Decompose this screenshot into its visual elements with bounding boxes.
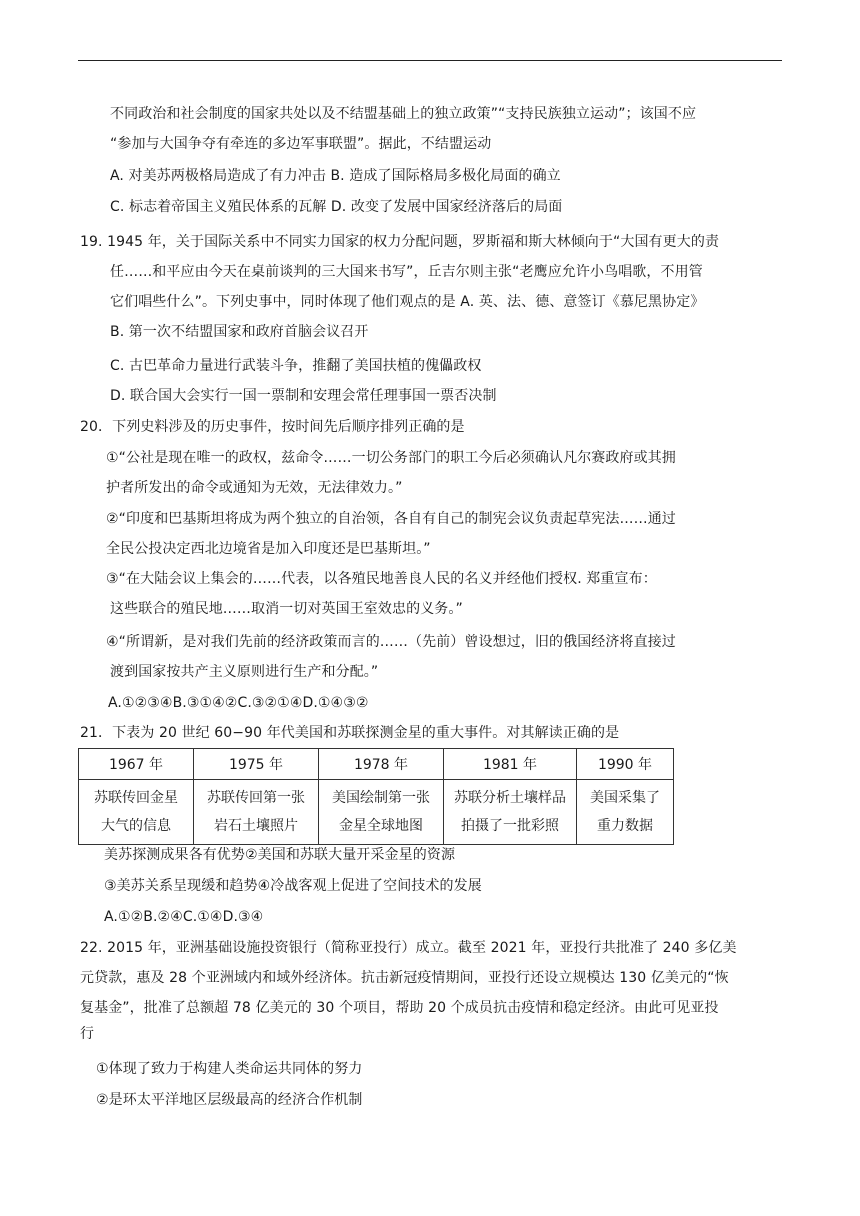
header-rule (78, 60, 782, 61)
table-cell-year: 1981 年 (444, 749, 577, 780)
table-cell-year: 1967 年 (79, 749, 194, 780)
table-cell-event (194, 780, 319, 845)
table-cell-event (577, 780, 674, 845)
q18-options-cd: C. 标志着帝国主义殖民体系的瓦解 D. 改变了发展中国家经济落后的局面 (110, 199, 563, 215)
q22-stem-line-2: 元贷款，惠及 28 个亚洲域内和域外经济体。抗击新冠疫情期间，亚投行还设立规模达 130 亿美元的“恢 (80, 970, 729, 986)
q20-material-4-line-2: 渡到国家按共产主义原则进行生产和分配。” (110, 664, 379, 680)
event-line-1: 苏联传回金星 (94, 790, 178, 806)
q19-option-b: B. 第一次不结盟国家和政府首脑会议召开 (110, 324, 369, 340)
table-cell-event (319, 780, 444, 845)
q22-statement-2: ②是环太平洋地区层级最高的经济合作机制 (96, 1092, 363, 1108)
q20-material-2-line-1: ②“印度和巴基斯坦将成为两个独立的自治领，各自有自己的制宪会议负责起草宪法……通过 (106, 511, 676, 527)
q21-options: A.①②B.②④C.①④D.③④ (104, 909, 264, 925)
event-line-2: 拍摄了一批彩照 (461, 818, 559, 834)
event-line-1: 美国采集了 (590, 790, 660, 806)
q22-statement-1: ①体现了致力于构建人类命运共同体的努力 (96, 1061, 363, 1077)
q19-stem-line-1: 19. 1945 年，关于国际关系中不同实力国家的权力分配问题，罗斯福和斯大林倾向于“大国有更大的责 (80, 234, 720, 250)
event-line-1: 美国绘制第一张 (332, 790, 430, 806)
q22-stem-line-4: 行 (80, 1026, 95, 1042)
venus-exploration-table (78, 748, 674, 845)
q21-statement-line-2: ③美苏关系呈现缓和趋势④冷战客观上促进了空间技术的发展 (104, 878, 482, 894)
q20-material-1-line-2: 护者所发出的命令或通知为无效，无法律效力。” (106, 480, 403, 496)
table-cell-year: 1990 年 (577, 749, 674, 780)
table-cell-year: 1978 年 (319, 749, 444, 780)
q20-material-1-line-1: ①“公社是现在唯一的政权，兹命令……一切公务部门的职工今后必须确认凡尔赛政府或其拥 (106, 450, 676, 466)
event-line-2: 金星全球地图 (339, 818, 423, 834)
q20-material-4-line-1: ④“所谓新，是对我们先前的经济政策而言的……（先前）曾设想过，旧的俄国经济将直接过 (106, 634, 676, 650)
q20-stem: 20．下列史料涉及的历史事件，按时间先后顺序排列正确的是 (80, 419, 465, 435)
table-row (79, 780, 674, 845)
q22-stem-line-3: 复基金”，批准了总额超 78 亿美元的 30 个项目，帮助 20 个成员抗击疫情和稳定经济。由此可见亚投 (80, 1000, 719, 1016)
event-line-2: 重力数据 (597, 818, 653, 834)
event-line-1: 苏联传回第一张 (207, 790, 305, 806)
q19-option-d: D. 联合国大会实行一国一票制和安理会常任理事国一票否决制 (110, 388, 497, 404)
event-line-2: 岩石土壤照片 (214, 818, 298, 834)
q19-option-c: C. 古巴革命力量进行武装斗争，推翻了美国扶植的傀儡政权 (110, 358, 482, 374)
table-cell-event (444, 780, 577, 845)
q20-material-2-line-2: 全民公投决定西北边境省是加入印度还是巴基斯坦。” (106, 541, 431, 557)
event-line-2: 大气的信息 (101, 818, 171, 834)
q21-statement-line-1: 美苏探测成果各有优势②美国和苏联大量开采金星的资源 (104, 847, 456, 863)
event-line-1: 苏联分析土壤样品 (454, 790, 566, 806)
table-cell-year: 1975 年 (194, 749, 319, 780)
q20-material-3-line-1: ③“在大陆会议上集会的……代表，以各殖民地善良人民的名义并经他们授权. 郑重宣布： (106, 571, 657, 587)
q20-options: A.①②③④B.③①④②C.③②①④D.①④③② (108, 695, 369, 711)
q22-stem-line-1: 22. 2015 年，亚洲基础设施投资银行（简称亚投行）成立。截至 2021 年，亚投行共批准了 240 多亿美 (80, 940, 737, 956)
q19-stem-line-2: 任……和平应由今天在桌前谈判的三大国来书写”，丘吉尔则主张“老鹰应允许小鸟唱歌，不用管 (110, 264, 703, 280)
table-cell-event (79, 780, 194, 845)
q20-material-3-line-2: 这些联合的殖民地……取消一切对英国王室效忠的义务。” (110, 601, 463, 617)
q21-stem: 21．下表为 20 世纪 60−90 年代美国和苏联探测金星的重大事件。对其解读正确的是 (80, 725, 620, 741)
table-header-row (79, 749, 674, 780)
q18-continuation-line-2: “参加与大国争夺有牵连的多边军事联盟”。据此，不结盟运动 (110, 136, 492, 152)
q18-continuation-line-1: 不同政治和社会制度的国家共处以及不结盟基础上的独立政策”“支持民族独立运动”；该国不应 (110, 106, 697, 122)
q18-options-ab: A. 对美苏两极格局造成了有力冲击 B. 造成了国际格局多极化局面的确立 (110, 168, 561, 184)
q19-stem-line-3: 它们唱些什么”。下列史事中，同时体现了他们观点的是 A. 英、法、德、意签订《慕尼黑协定》 (110, 294, 705, 310)
